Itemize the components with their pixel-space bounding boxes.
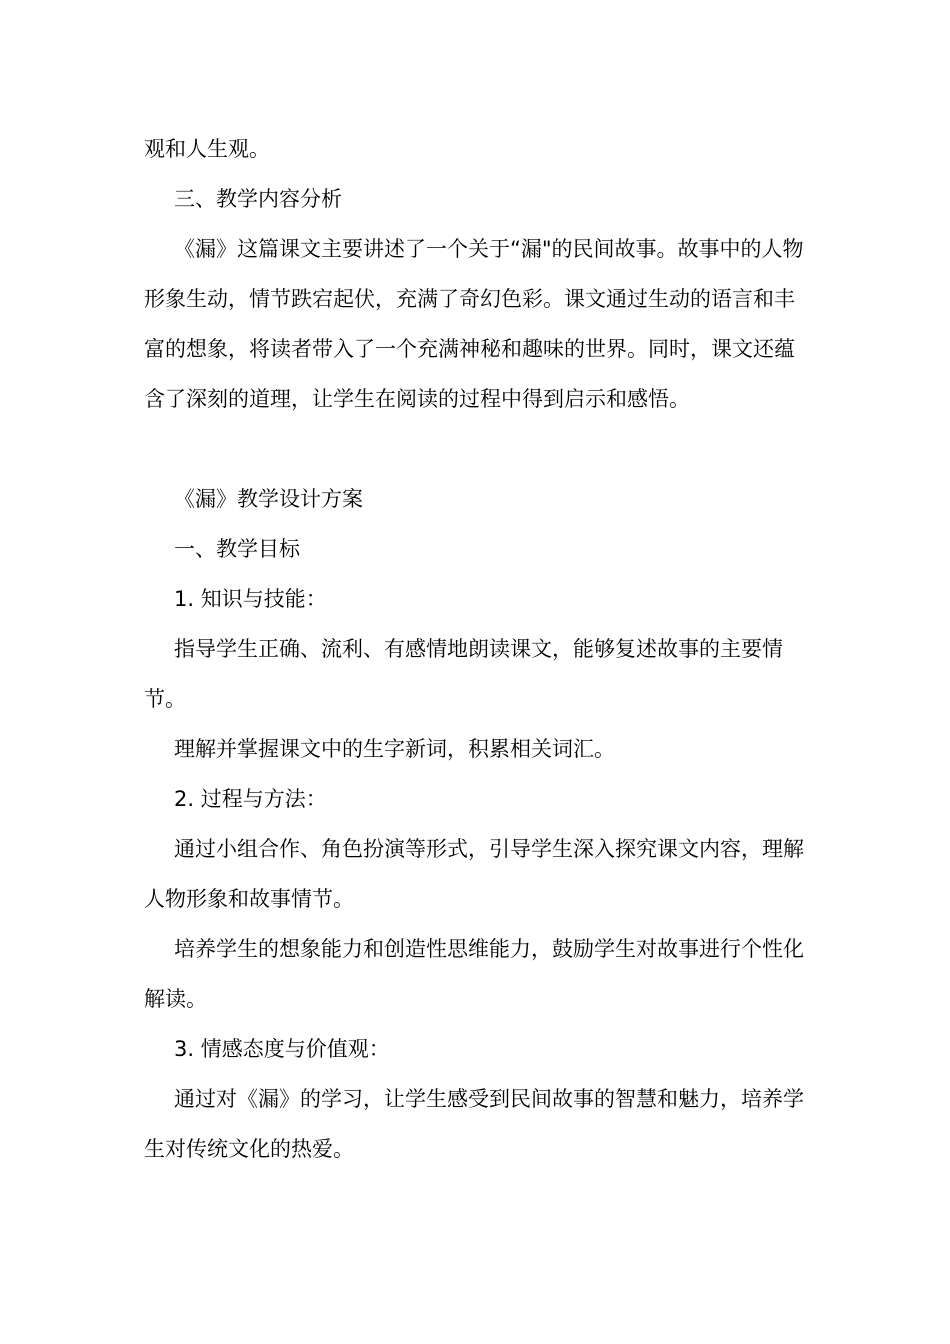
paragraph-vocabulary-goal: 理解并掌握课文中的生字新词，积累相关词汇。 [174, 737, 615, 761]
paragraph-continuation: 观和人生观。 [144, 137, 270, 161]
paragraph-gap [144, 424, 808, 474]
subheading-process-method: 2. 过程与方法： [174, 787, 327, 811]
paragraph-group-work: 通过小组合作、角色扮演等形式，引导学生深入探究课文内容，理解人物形象和故事情节。 [144, 837, 804, 911]
document-title: 《漏》教学设计方案 [174, 487, 363, 511]
subheading-knowledge-skills: 1. 知识与技能： [174, 587, 327, 611]
paragraph-content-analysis: 《漏》这篇课文主要讲述了一个关于“漏"的民间故事。故事中的人物形象生动，情节跌宕起伏，充满了奇幻色彩。课文通过生动的语言和丰富的想象，将读者带入了一个充满神秘和趣味的世界。同时，课文还蕴含了深刻的道理，让学生在阅读的过程中得到启示和感悟。 [144, 237, 804, 411]
document-body [144, 124, 808, 1174]
paragraph-culture: 通过对《漏》的学习，让学生感受到民间故事的智慧和魅力，培养学生对传统文化的热爱。 [144, 1087, 804, 1161]
section-heading-goals: 一、教学目标 [174, 537, 300, 561]
paragraph-imagination: 培养学生的想象能力和创造性思维能力，鼓励学生对故事进行个性化解读。 [144, 937, 804, 1011]
subheading-emotion-values: 3. 情感态度与价值观： [174, 1037, 390, 1061]
section-heading-content-analysis: 三、教学内容分析 [174, 187, 342, 211]
paragraph-reading-goal: 指导学生正确、流利、有感情地朗读课文，能够复述故事的主要情节。 [144, 637, 783, 711]
